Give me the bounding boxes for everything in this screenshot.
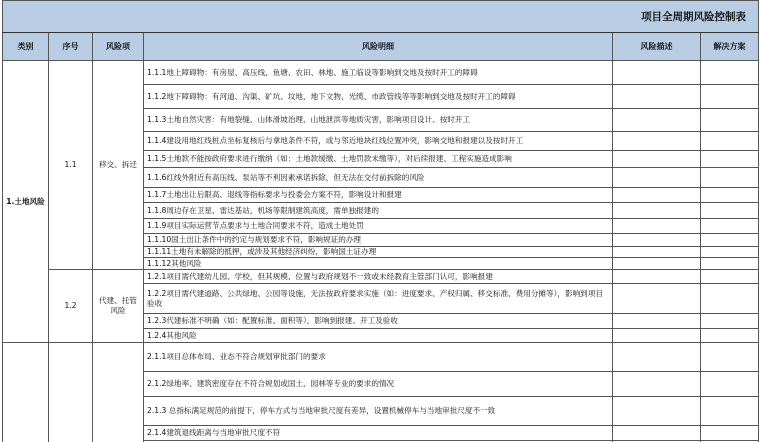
solution-cell xyxy=(701,397,759,426)
table-row xyxy=(3,61,759,85)
solution-cell xyxy=(701,343,759,372)
header-category: 类别 xyxy=(3,33,49,61)
risk-detail: 1.1.4建设用地红线桩点坐标复核后与拿地条件不符，或与邻近地块红线位置冲突，影响交地和报建以及按时开工 xyxy=(144,132,613,151)
solution-cell xyxy=(701,109,759,132)
header-row xyxy=(3,33,759,61)
group-number: 1.1 xyxy=(49,61,93,270)
risk-description-cell xyxy=(613,247,701,258)
header-number: 序号 xyxy=(49,33,93,61)
risk-description-cell xyxy=(613,203,701,219)
risk-detail: 1.1.12其他风险 xyxy=(144,258,613,270)
header-risk-detail: 风险明细 xyxy=(144,33,613,61)
solution-cell xyxy=(701,329,759,343)
risk-detail: 2.1.1项目总体布局、业态不符合规划审批部门的要求 xyxy=(144,343,613,372)
risk-detail: 2.1.3 总指标满足规范的前提下，停车方式与当地审批尺度有差异，设置机械停车与当地审批尺度不一致 xyxy=(144,397,613,426)
solution-cell xyxy=(701,426,759,441)
category-cell: 1.土地风险 xyxy=(3,61,49,343)
risk-detail: 1.1.2地下障碍物：有河道、沟渠、矿坑、坟地、地下文物、光缆、市政管线等等影响到交地及按时开工的障碍 xyxy=(144,85,613,109)
risk-detail: 1.1.8周边存在卫星、雷达基站，机场等限制建筑高度，需单独报建的 xyxy=(144,203,613,219)
risk-table xyxy=(2,0,759,442)
risk-detail: 1.2.1项目需代建幼儿园、学校，但其规模、位置与政府规划不一致或未经教育主管部门认可，影响报建 xyxy=(144,270,613,284)
solution-cell xyxy=(701,314,759,329)
group-risk-item: 移交、拆迁 xyxy=(93,61,144,270)
risk-description-cell xyxy=(613,314,701,329)
solution-cell xyxy=(701,284,759,314)
risk-detail: 1.1.10国土出让条件中的约定与规划要求不符，影响规证的办理 xyxy=(144,234,613,247)
header-solution: 解决方案 xyxy=(701,33,759,61)
solution-cell xyxy=(701,151,759,168)
solution-cell xyxy=(701,85,759,109)
solution-cell xyxy=(701,234,759,247)
solution-cell xyxy=(701,247,759,258)
risk-detail: 1.1.6红线外附近有高压线、泵站等不利因素承诺拆除，但无法在交付前拆除的风险 xyxy=(144,168,613,188)
risk-description-cell xyxy=(613,109,701,132)
group-number xyxy=(49,343,93,442)
risk-detail: 1.1.9项目实际运营节点要求与土地合同要求不符，造成土地处罚 xyxy=(144,219,613,234)
risk-detail: 1.1.3土地自然灾害：有地裂缝、山体滑坡治理、山地泄洪等地质灾害，影响项目设计、按时开工 xyxy=(144,109,613,132)
risk-description-cell xyxy=(613,132,701,151)
risk-detail: 2.1.4建筑退线距离与当地审批尺度不符 xyxy=(144,426,613,441)
risk-detail: 1.1.5土地款不能按政府要求进行缴纳（如：土地款缓缴、土地罚款未缴等），对后续报建、工程实施造成影响 xyxy=(144,151,613,168)
group-risk-item: 代建、托管风险 xyxy=(93,270,144,343)
risk-detail: 1.2.2项目需代建道路、公共绿地、公园等设施，无法按政府要求实施（如：进度要求、产权归属、移交标准、费用分摊等），影响到项目验收 xyxy=(144,284,613,314)
category-cell xyxy=(3,343,49,442)
risk-description-cell xyxy=(613,329,701,343)
solution-cell xyxy=(701,258,759,270)
table-row xyxy=(3,270,759,284)
risk-detail: 1.1.7土地出让后限高、退线等指标要求与投委会方案不符，影响设计和报建 xyxy=(144,188,613,203)
solution-cell xyxy=(701,203,759,219)
risk-description-cell xyxy=(613,188,701,203)
risk-description-cell xyxy=(613,426,701,441)
risk-detail: 1.1.11土地有未解除的抵押，或涉及其他经济纠纷，影响国土证办理 xyxy=(144,247,613,258)
risk-detail: 1.2.3代建标准不明确（如：配置标准、面积等），影响到报建、开工及验收 xyxy=(144,314,613,329)
table-row xyxy=(3,343,759,372)
solution-cell xyxy=(701,219,759,234)
risk-description-cell xyxy=(613,270,701,284)
solution-cell xyxy=(701,168,759,188)
risk-description-cell xyxy=(613,151,701,168)
risk-description-cell xyxy=(613,85,701,109)
risk-detail: 1.1.1地上障碍物：有房屋、高压线、鱼塘、农田、林地、施工临设等影响到交地及按时开工的障碍 xyxy=(144,61,613,85)
header-risk-description: 风险描述 xyxy=(613,33,701,61)
risk-description-cell xyxy=(613,284,701,314)
header-risk-item: 风险项 xyxy=(93,33,144,61)
solution-cell xyxy=(701,61,759,85)
risk-description-cell xyxy=(613,258,701,270)
risk-detail: 1.2.4其他风险 xyxy=(144,329,613,343)
solution-cell xyxy=(701,132,759,151)
group-number: 1.2 xyxy=(49,270,93,343)
group-risk-item xyxy=(93,343,144,442)
solution-cell xyxy=(701,188,759,203)
risk-description-cell xyxy=(613,219,701,234)
risk-description-cell xyxy=(613,61,701,85)
sheet-title: 项目全周期风险控制表 xyxy=(3,1,759,33)
risk-description-cell xyxy=(613,372,701,397)
risk-description-cell xyxy=(613,343,701,372)
risk-description-cell xyxy=(613,168,701,188)
solution-cell xyxy=(701,270,759,284)
risk-description-cell xyxy=(613,234,701,247)
risk-detail: 2.1.2绿地率、建筑密度存在不符合规划或国土、园林等专业的要求的情况 xyxy=(144,372,613,397)
risk-description-cell xyxy=(613,397,701,426)
solution-cell xyxy=(701,372,759,397)
